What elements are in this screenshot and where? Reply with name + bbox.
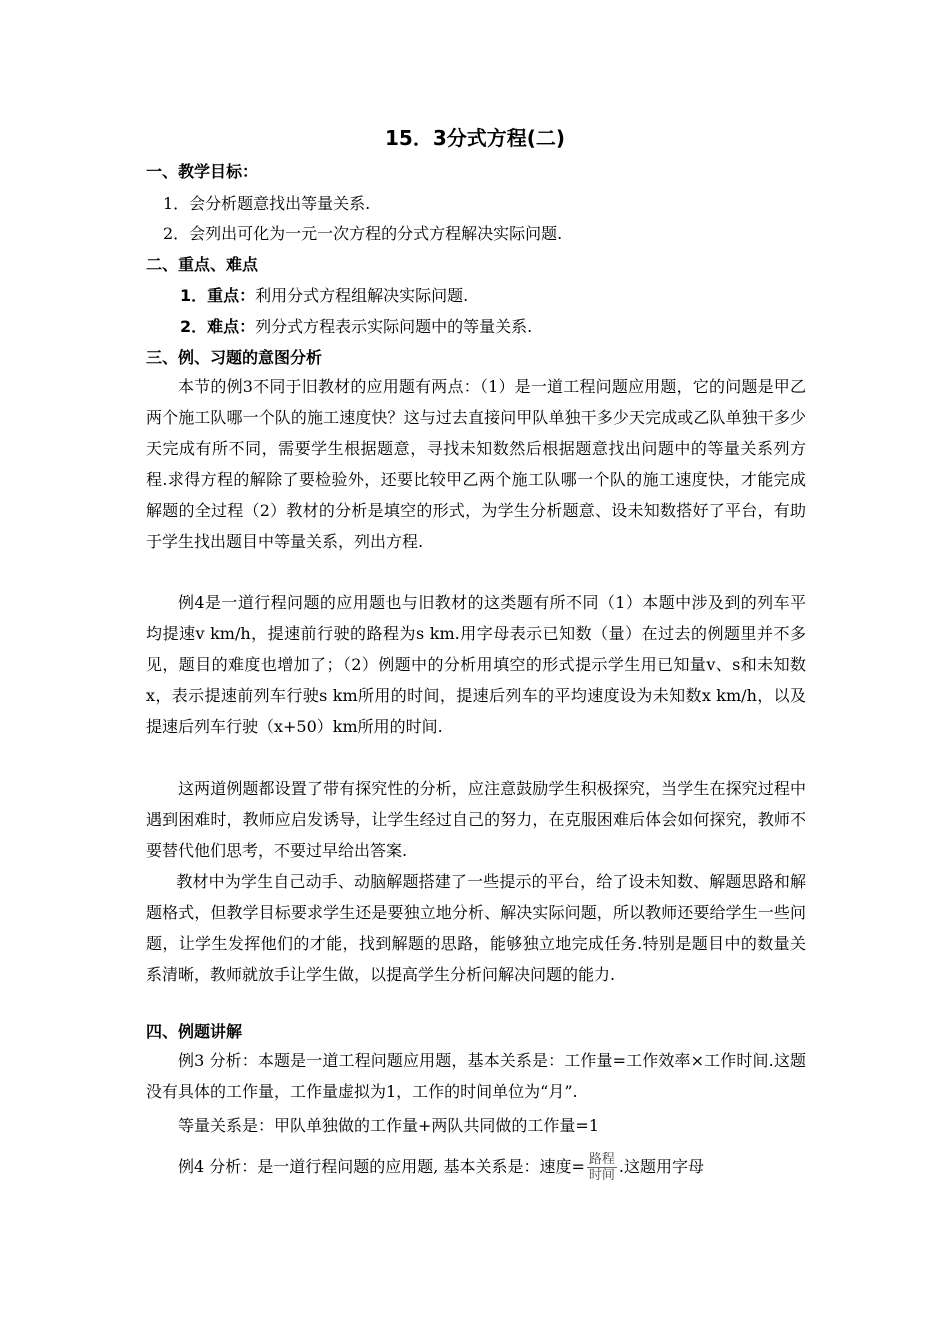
example4-text-start: 例4 分析：是一道行程问题的应用题, 基本关系是：速度= — [178, 1157, 585, 1176]
section-heading-analysis: 三、例、习题的意图分析 — [146, 348, 323, 367]
goal-item: 1．会分析题意找出等量关系. — [163, 194, 371, 213]
analysis-paragraph: 本节的例3不同于旧教材的应用题有两点：（1）是一道工程问题应用题，它的问题是甲乙两个施工队哪一个队的施工速度快？这与过去直接问甲队单独干多少天完成或乙队单独干多少天完成有所不同，需要学生根据题意，寻找未知数然后根据题意找出问题中的等量关系列方程.求得方程的解除了要检验外，还要比较甲乙两个施工队哪一个队的施工速度快，才能完成解题的全过程（2）教材的分析是填空的形式，为学生分析题意、设未知数搭好了平台，有助于学生找出题目中等量关系，列出方程. — [146, 377, 806, 551]
difficulty-label: 2．难点： — [180, 317, 256, 336]
analysis-paragraph: 例4是一道行程问题的应用题也与旧教材的这类题有所不同（1）本题中涉及到的列车平均提速v km/h，提速前行驶的路程为s km.用字母表示已知数（量）在过去的例题里并不多见，题目的难度也增加了；（2）例题中的分析用填空的形式提示学生用已知量v、s和未知数x，表示提速前列车行驶s km所用的时间，提速后列车的平均速度设为未知数x km/h，以及提速后列车行驶（x+50）km所用的时间. — [146, 593, 806, 736]
key-point-text: 利用分式方程组解决实际问题. — [255, 286, 469, 305]
difficulty-text: 列分式方程表示实际问题中的等量关系. — [255, 317, 533, 336]
key-point-label: 1．重点： — [180, 286, 256, 305]
speed-fraction — [587, 1152, 617, 1183]
example4-analysis — [178, 1151, 704, 1183]
key-point-item — [180, 285, 468, 307]
fraction-denominator: 时间 — [588, 1168, 615, 1183]
key-point-item — [180, 316, 532, 338]
analysis-paragraph: 这两道例题都设置了带有探究性的分析，应注意鼓励学生积极探究，当学生在探究过程中遇到困难时，教师应启发诱导，让学生经过自己的努力，在克服困难后体会如何探究，教师不要替代他们思考，不要过早给出答案. — [146, 779, 806, 860]
page-title: 15．3分式方程(二) — [384, 126, 566, 150]
section-heading-examples: 四、例题讲解 — [146, 1022, 243, 1041]
example3-analysis: 例3 分析：本题是一道工程问题应用题，基本关系是：工作量=工作效率×工作时间.这题没有具体的工作量，工作量虚拟为1，工作的时间单位为“月”. — [146, 1051, 806, 1101]
analysis-paragraph: 教材中为学生自己动手、动脑解题搭建了一些提示的平台，给了设未知数、解题思路和解题格式，但教学目标要求学生还是要独立地分析、解决实际问题，所以教师还要给学生一些问题，让学生发挥他们的才能，找到解题的思路，能够独立地完成任务.特别是题目中的数量关系清晰，教师就放手让学生做，以提高学生分析问解决问题的能力. — [146, 872, 806, 984]
section-heading-teaching-goals: 一、教学目标： — [146, 162, 259, 181]
example4-text-end: .这题用字母 — [618, 1157, 704, 1176]
equality-relation: 等量关系是：甲队单独做的工作量+两队共同做的工作量=1 — [178, 1116, 599, 1135]
section-heading-key-points: 二、重点、难点 — [146, 255, 259, 274]
goal-item: 2．会列出可化为一元一次方程的分式方程解决实际问题. — [163, 224, 563, 243]
fraction-numerator: 路程 — [588, 1152, 615, 1167]
